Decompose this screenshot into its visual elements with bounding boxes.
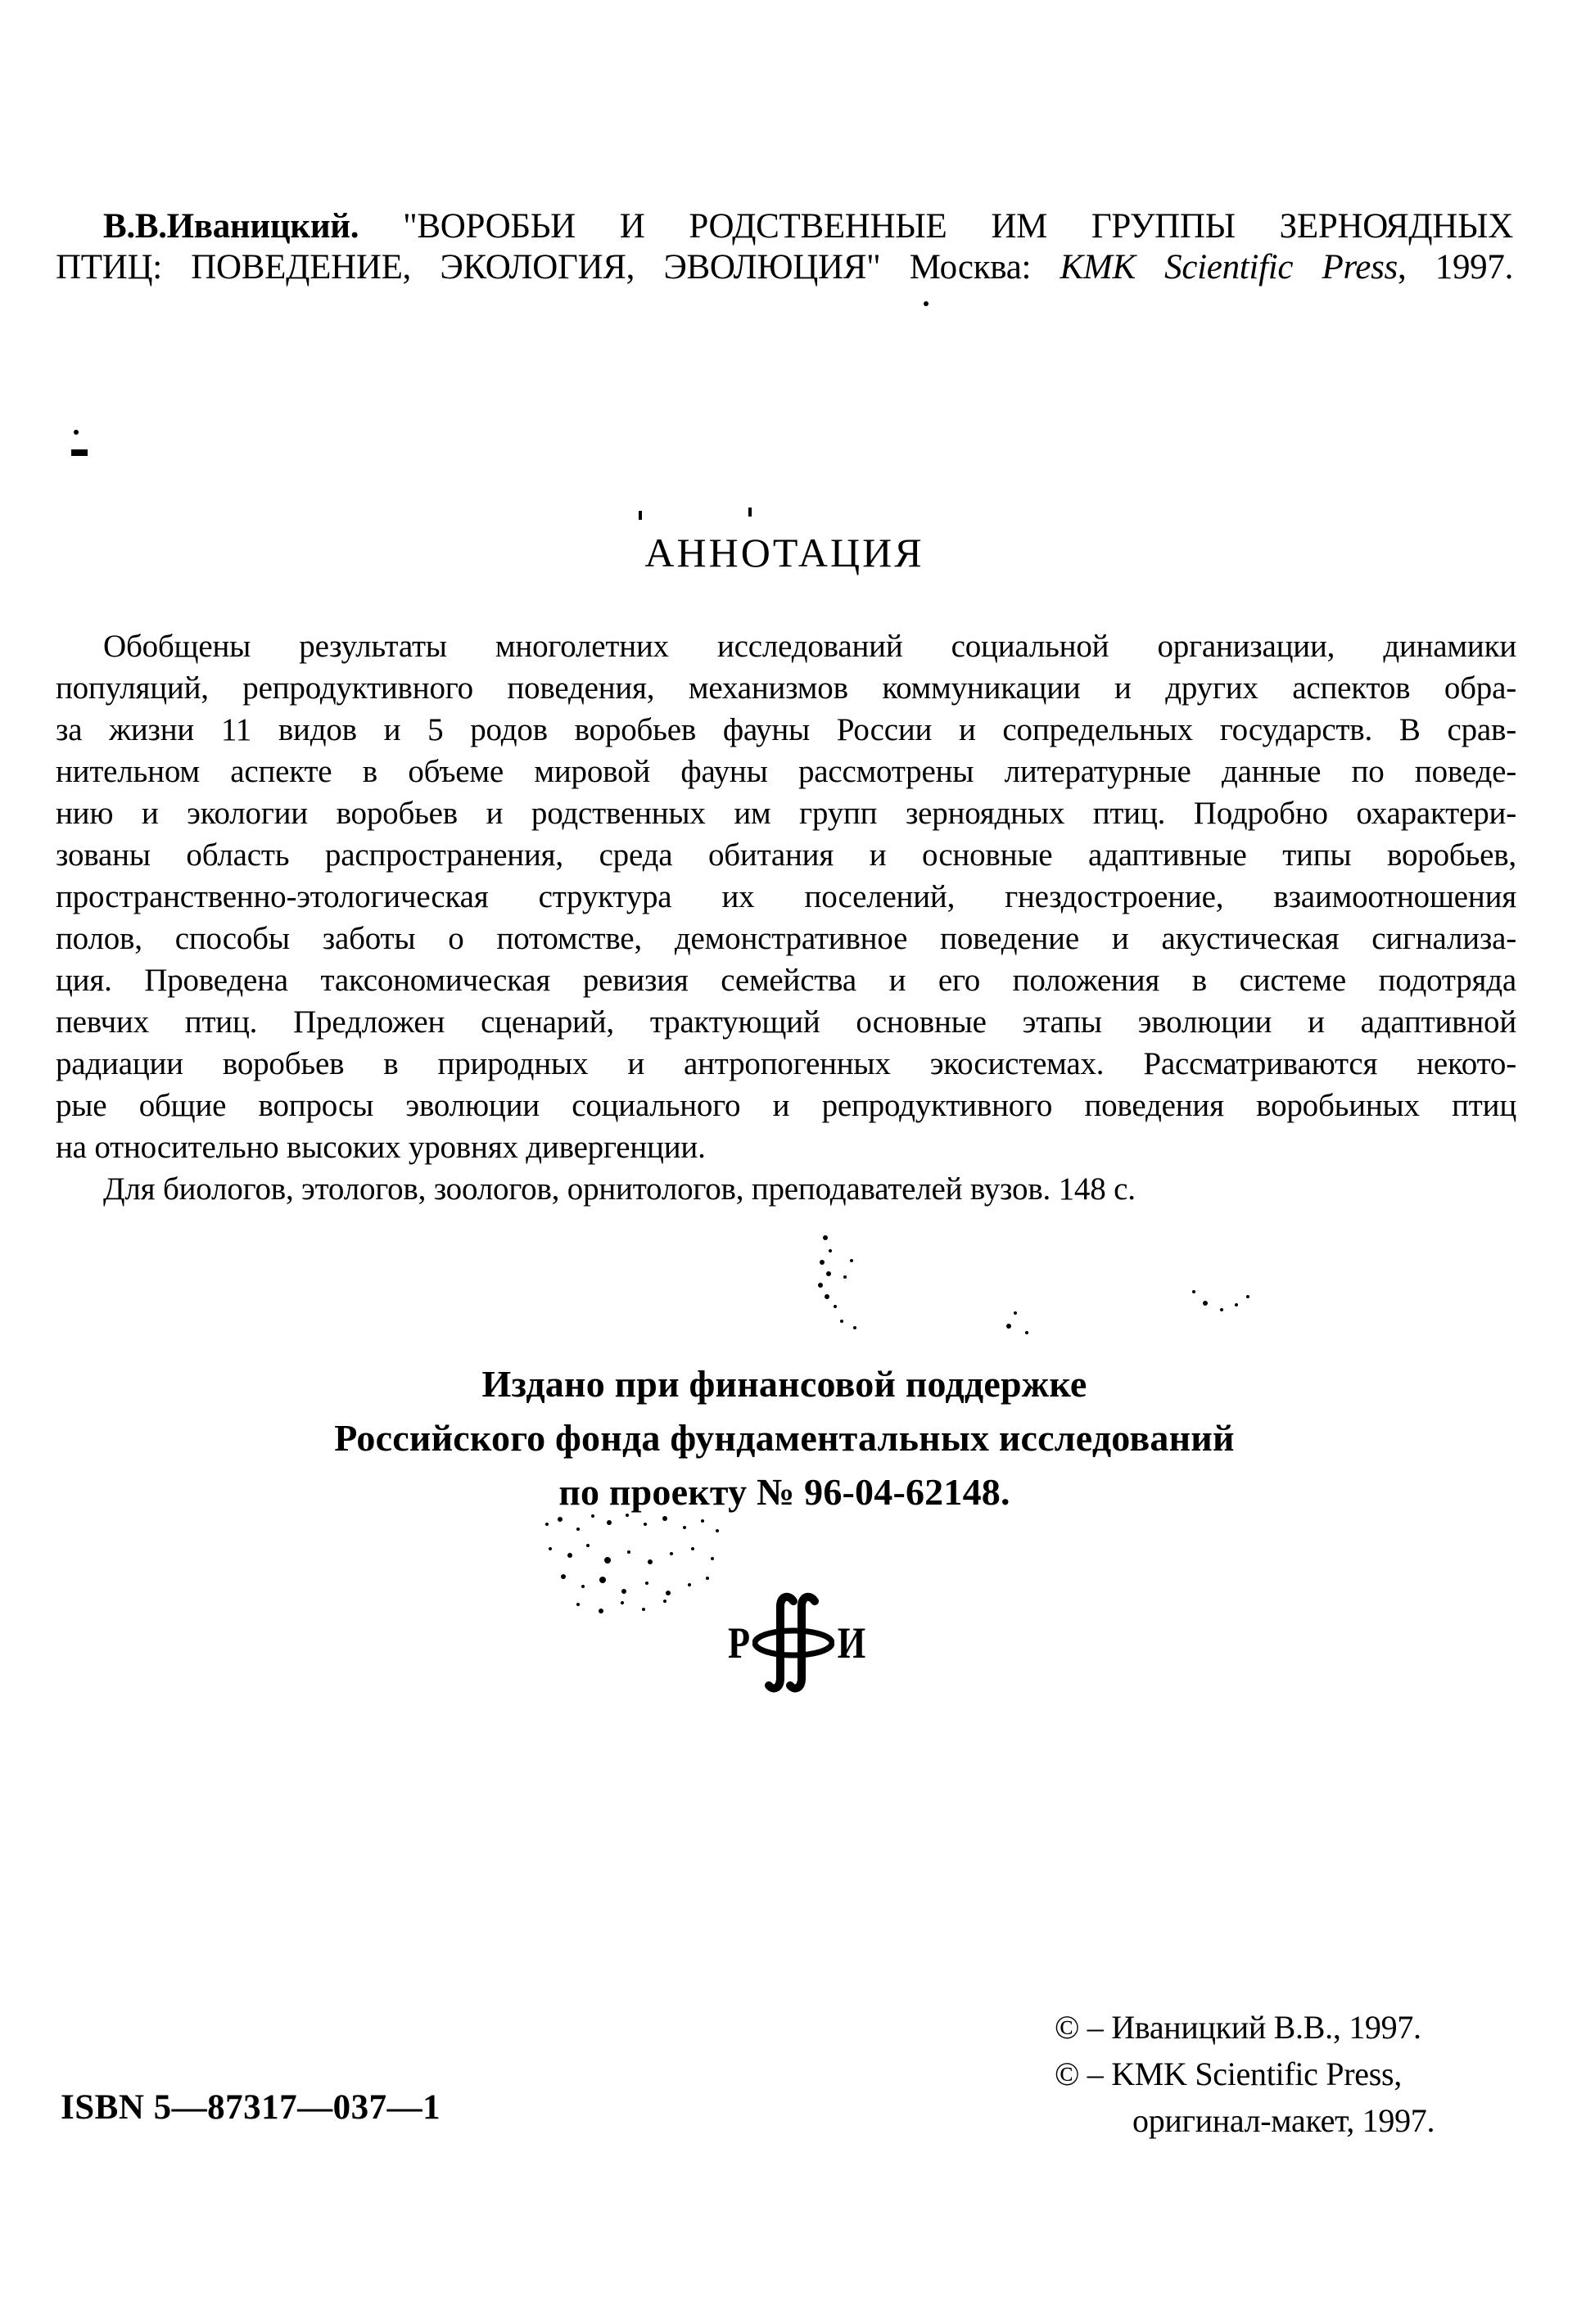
annotation-heading: АННОТАЦИЯ	[644, 530, 924, 575]
copyright-block	[1055, 2004, 1435, 2144]
rffi-logo-letter-r: Р	[727, 1618, 751, 1667]
book-title-part-2: ПТИЦ: ПОВЕДЕНИЕ, ЭКОЛОГИЯ, ЭВОЛЮЦИЯ"	[56, 248, 881, 287]
annotation-audience-line: Для биологов, этологов, зоологов, орнитологов, преподавателей вузов. 148 с.	[103, 1171, 1136, 1207]
annotation-line: Обобщены результаты многолетних исследований социальной организации, динамики	[103, 629, 1516, 664]
annotation-line: за жизни 11 видов и 5 родов воробьев фауны России и сопредельных государств. В срав-	[56, 712, 1516, 747]
rffi-logo-letter-i: И	[837, 1618, 866, 1667]
annotation-line: радиации воробьев в природных и антропогенных экосистемах. Рассматриваются некото-	[56, 1046, 1516, 1081]
copyright-author-line: © – Иваницкий В.В., 1997.	[1055, 2009, 1421, 2046]
funding-line-1: Издано при финансовой поддержке	[481, 1363, 1087, 1405]
annotation-line: зованы область распространения, среда обитания и основные адаптивные типы воробьев,	[56, 837, 1516, 873]
citation-line-1	[56, 206, 1513, 247]
rffi-ff-ellipse-icon	[752, 1591, 834, 1694]
annotation-line: нию и экологии воробьев и родственных им групп зерноядных птиц. Подробно охарактери-	[56, 796, 1516, 831]
annotation-body	[56, 625, 1516, 1210]
copyright-publisher-line: © – KMK Scientific Press,	[1055, 2055, 1402, 2092]
annotation-line: рые общие вопросы эволюции социального и репродуктивного поведения воробьиных птиц	[56, 1088, 1516, 1123]
copyright-layout-line: оригинал-макет, 1997.	[1132, 2102, 1435, 2139]
annotation-line: нительном аспекте в объеме мировой фауны рассмотрены литературные данные по поведе-	[56, 754, 1516, 789]
citation-line-2	[56, 247, 1513, 288]
funding-line-2: Российского фонда фундаментальных исследований	[334, 1417, 1235, 1459]
author-name: В.В.Иваницкий.	[103, 207, 359, 246]
annotation-line: пространственно-этологическая структура их поселений, гнездостроение, взаимоотношения	[56, 879, 1516, 914]
annotation-line: певчих птиц. Предложен сценарий, трактующий основные этапы эволюции и адаптивной	[56, 1004, 1516, 1040]
isbn-number: ISBN 5—87317—037—1	[61, 2088, 441, 2127]
funding-line-3: по проекту № 96-04-62148.	[558, 1471, 1010, 1513]
annotation-line: на относительно высоких уровнях дивергенции.	[56, 1130, 706, 1165]
annotation-line: ция. Проведена таксономическая ревизия семейства и его положения в системе подотряда	[56, 963, 1516, 998]
rffi-logo	[725, 1591, 869, 1694]
annotation-line: полов, способы заботы о потомстве, демонстративное поведение и акустическая сигнализа-	[56, 921, 1516, 956]
funding-acknowledgment	[56, 1357, 1513, 1519]
bibliographic-citation	[56, 206, 1513, 288]
publication-city: Москва:	[909, 248, 1032, 287]
book-title-part-1: "ВОРОБЬИ И РОДСТВЕННЫЕ ИМ ГРУППЫ ЗЕРНОЯДНЫХ	[403, 207, 1513, 246]
publication-year: , 1997.	[1397, 248, 1513, 287]
annotation-line: популяций, репродуктивного поведения, механизмов коммуникации и других аспектов обра-	[56, 670, 1516, 706]
publisher-name: KMK Scientific Press	[1060, 248, 1398, 287]
